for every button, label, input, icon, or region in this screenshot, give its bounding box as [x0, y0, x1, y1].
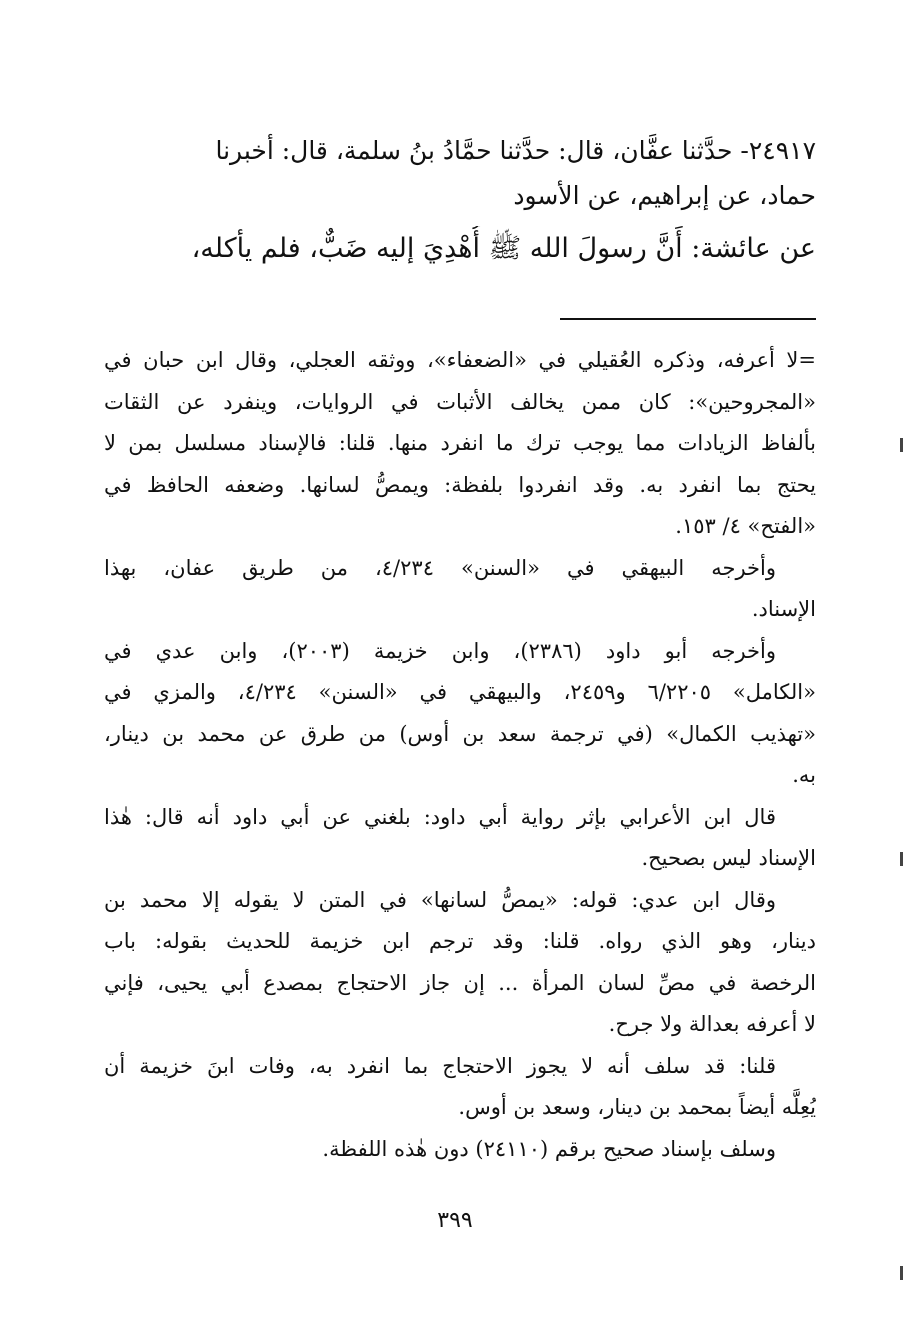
footnote-line: بألفاظ الزيادات مما يوجب ترك ما انفرد منها. قلنا: فالإسناد مسلسل بمن لا	[104, 431, 816, 455]
footnotes	[104, 340, 816, 1170]
margin-mark	[900, 438, 903, 452]
footnote-line: يُعِلَّه أيضاً بمحمد بن دينار، وسعد بن أوس.	[458, 1095, 816, 1119]
footnote-line: به.	[792, 763, 816, 787]
footnote-line: =لا أعرفه، وذكره العُقيلي في «الضعفاء»، ووثقه العجلي، وقال ابن حبان في	[104, 348, 816, 372]
footnote-line: دينار، وهو الذي رواه. قلنا: وقد ترجم ابن خزيمة للحديث بقوله: باب	[104, 929, 816, 953]
footnote-line: لا أعرفه بعدالة ولا جرح.	[608, 1012, 816, 1036]
footnote-line: قال ابن الأعرابي بإثر رواية أبي داود: بلغني عن أبي داود أنه قال: هٰذا	[104, 804, 776, 829]
footnote-line: وأخرجه أبو داود (٢٣٨٦)، وابن خزيمة (٢٠٠٣)، وابن عدي في	[104, 638, 776, 663]
footnote-separator	[560, 318, 816, 320]
margin-mark	[900, 1266, 903, 1280]
hadith-isnad-line-2: حماد، عن إبراهيم، عن الأسود	[513, 181, 816, 210]
footnote-line: وسلف بإسناد صحيح برقم (٢٤١١٠) دون هٰذه اللفظة.	[322, 1136, 776, 1161]
footnote-line: يحتج بما انفرد به. وقد انفردوا بلفظة: ويمصُّ لسانها. وضعفه الحافظ في	[104, 472, 816, 497]
footnote-line: الإسناد ليس بصحيح.	[641, 846, 816, 870]
footnote-line: وقال ابن عدي: قوله: «يمصُّ لسانها» في المتن لا يقوله إلا محمد بن	[104, 887, 776, 912]
footnote-line: وأخرجه البيهقي في «السنن» ٤/٢٣٤، من طريق عفان، بهذا	[104, 555, 776, 580]
footnote-line: الرخصة في مصِّ لسان المرأة ... إن جاز الاحتجاج بمصدع أبي يحيى، فإني	[104, 970, 816, 995]
footnote-line: الإسناد.	[751, 597, 816, 621]
margin-mark	[900, 852, 903, 866]
hadith-matn-line: عن عائشة: أَنَّ رسولَ الله ﷺ أُهْدِيَ إليه ضَبٌّ، فلم يأكله،	[191, 233, 816, 264]
page-number: ٣٩٩	[437, 1208, 473, 1233]
hadith-isnad-line-1: ٢٤٩١٧- حدَّثنا عفَّان، قال: حدَّثنا حمَّادُ بنُ سلمة، قال: أخبرنا	[215, 136, 816, 165]
footnote-line: «الكامل» ٦/٢٢٠٥ و٢٤٥٩، والبيهقي في «السنن» ٤/٢٣٤، والمزي في	[104, 680, 816, 704]
footnote-line: «الفتح» ٤/ ١٥٣.	[675, 514, 816, 538]
footnote-line: «المجروحين»: كان ممن يخالف الأثبات في الروايات، وينفرد عن الثقات	[104, 389, 816, 414]
hadith-text	[104, 128, 816, 271]
footnote-line: قلنا: قد سلف أنه لا يجوز الاحتجاج بما انفرد به، وفات ابنَ خزيمة أن	[104, 1053, 776, 1078]
footnote-line: «تهذيب الكمال» (في ترجمة سعد بن أوس) من طرق عن محمد بن دينار،	[104, 721, 816, 746]
